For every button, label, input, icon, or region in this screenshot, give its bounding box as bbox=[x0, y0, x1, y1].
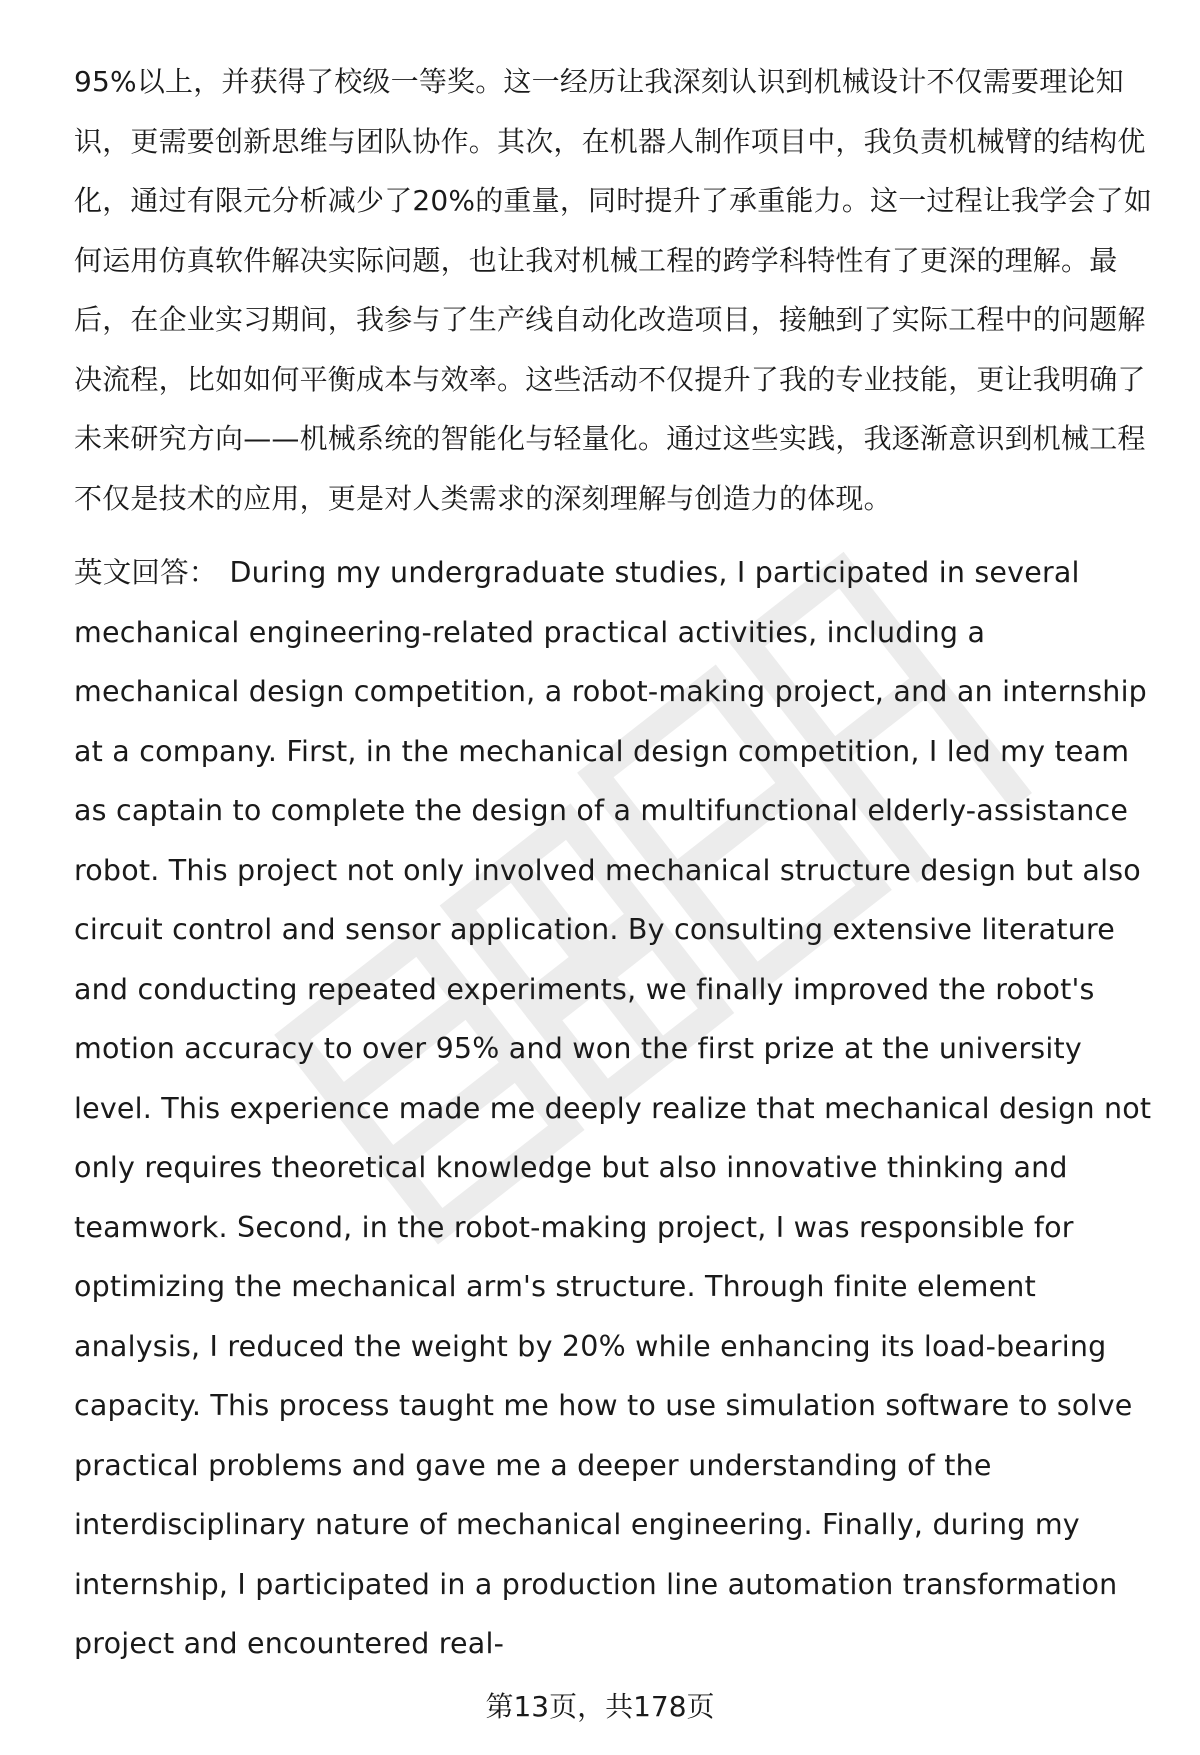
english-answer-text: During my undergraduate studies, I participated in several mechanical engineering-related practical activities, including a mechanical design competition, a robot-making project, and an internship at a company. First, in the mechanical design competition, I led my team as captain to complete the design of a multifunctional elderly-assistance robot. This project not only involved mechanical structure design but also circuit control and sensor application. By consulting extensive literature and conducting repeated experiments, we finally improved the robot's motion accuracy to over 95% and won the first prize at the university level. This experience made me deeply realize that mechanical design not only requires theoretical knowledge but also innovative thinking and teamwork. Second, in the robot-making project, I was responsible for optimizing the mechanical arm's structure. Through finite element analysis, I reduced the weight by 20% while enhancing its load-bearing capacity. This process taught me how to use simulation software to solve practical problems and gave me a deeper understanding of the interdisciplinary nature of mechanical engineering. Finally, during my internship, I participated in a production line automation transformation project and encountered real- bbox=[74, 556, 1152, 1660]
english-answer-paragraph bbox=[74, 543, 1154, 1674]
chinese-answer-paragraph: 95%以上，并获得了校级一等奖。这一经历让我深刻认识到机械设计不仅需要理论知识，更需要创新思维与团队协作。其次，在机器人制作项目中，我负责机械臂的结构优化，通过有限元分析减少了20%的重量，同时提升了承重能力。这一过程让我学会了如何运用仿真软件解决实际问题，也让我对机械工程的跨学科特性有了更深的理解。最后，在企业实习期间，我参与了生产线自动化改造项目，接触到了实际工程中的问题解决流程，比如如何平衡成本与效率。这些活动不仅提升了我的专业技能，更让我明确了未来研究方向——机械系统的智能化与轻量化。通过这些实践，我逐渐意识到机械工程不仅是技术的应用，更是对人类需求的深刻理解与创造力的体现。 bbox=[74, 65, 1153, 515]
document-body bbox=[74, 52, 1154, 1674]
page-number: 第13页，共178页 bbox=[485, 1690, 715, 1723]
english-answer-label: 英文回答： bbox=[74, 556, 218, 589]
